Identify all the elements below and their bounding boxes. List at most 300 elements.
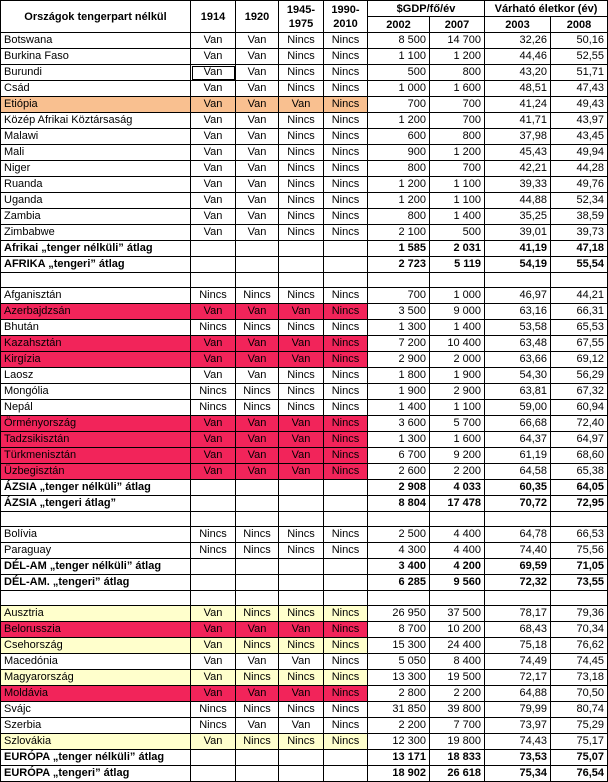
status-1990-2010-cell[interactable]: Nincs (324, 33, 368, 49)
average-label-cell[interactable]: Afrikai „tenger nélküli” átlag (1, 241, 191, 257)
empty-cell[interactable] (551, 512, 608, 527)
gdp-2007-cell[interactable]: 1 400 (430, 209, 485, 225)
empty-cell[interactable] (191, 559, 236, 575)
status-1945-1975-cell[interactable]: Nincs (279, 384, 324, 400)
gdp-2007-cell[interactable]: 700 (430, 97, 485, 113)
status-1920-cell[interactable]: Van (236, 49, 279, 65)
country-name-cell[interactable]: Burundi (1, 65, 191, 81)
gdp-2007-cell[interactable]: 1 200 (430, 145, 485, 161)
gdp-2002-cell[interactable]: 1 800 (368, 368, 430, 384)
gdp-2002-cell[interactable]: 600 (368, 129, 430, 145)
gdp-2007-cell[interactable]: 37 500 (430, 606, 485, 622)
country-name-cell[interactable]: Ausztria (1, 606, 191, 622)
country-name-cell[interactable]: Kazahsztán (1, 336, 191, 352)
empty-cell[interactable] (430, 591, 485, 606)
country-name-cell[interactable]: Azerbajdzsán (1, 304, 191, 320)
gdp-2002-cell[interactable]: 1 200 (368, 193, 430, 209)
status-1990-2010-cell[interactable]: Nincs (324, 145, 368, 161)
gdp-2007-cell[interactable]: 9 200 (430, 448, 485, 464)
avg-gdp-2002-cell[interactable]: 1 585 (368, 241, 430, 257)
country-name-cell[interactable]: Ruanda (1, 177, 191, 193)
avg-life-2003-cell[interactable]: 72,32 (485, 575, 551, 591)
average-label-cell[interactable]: ÁZSIA „tengeri átlag” (1, 496, 191, 512)
status-1920-cell[interactable]: Nincs (236, 606, 279, 622)
average-label-cell[interactable]: EURÓPA „tengeri” átlag (1, 766, 191, 782)
header-life-expectancy-group[interactable]: Várható életkor (év) (485, 1, 608, 17)
status-1914-cell[interactable]: Van (191, 145, 236, 161)
status-1914-cell[interactable]: Van (191, 49, 236, 65)
status-1990-2010-cell[interactable]: Nincs (324, 702, 368, 718)
status-1914-cell[interactable]: Van (191, 65, 236, 81)
status-1990-2010-cell[interactable]: Nincs (324, 129, 368, 145)
status-1914-cell[interactable]: Van (191, 464, 236, 480)
status-1990-2010-cell[interactable]: Nincs (324, 65, 368, 81)
status-1914-cell[interactable]: Van (191, 352, 236, 368)
life-2003-cell[interactable]: 53,58 (485, 320, 551, 336)
status-1945-1975-cell[interactable]: Van (279, 622, 324, 638)
status-1990-2010-cell[interactable]: Nincs (324, 209, 368, 225)
status-1914-cell[interactable]: Van (191, 209, 236, 225)
life-2003-cell[interactable]: 37,98 (485, 129, 551, 145)
status-1945-1975-cell[interactable]: Nincs (279, 65, 324, 81)
average-label-cell[interactable]: AFRIKA „tengeri” átlag (1, 257, 191, 273)
country-name-cell[interactable]: Moldávia (1, 686, 191, 702)
empty-cell[interactable] (191, 257, 236, 273)
status-1990-2010-cell[interactable]: Nincs (324, 304, 368, 320)
status-1920-cell[interactable]: Van (236, 161, 279, 177)
avg-life-2003-cell[interactable]: 73,53 (485, 750, 551, 766)
empty-cell[interactable] (1, 512, 191, 527)
avg-life-2008-cell[interactable]: 71,05 (551, 559, 608, 575)
empty-cell[interactable] (236, 512, 279, 527)
gdp-2007-cell[interactable]: 2 900 (430, 384, 485, 400)
avg-gdp-2007-cell[interactable]: 9 560 (430, 575, 485, 591)
status-1945-1975-cell[interactable]: Nincs (279, 161, 324, 177)
gdp-2002-cell[interactable]: 700 (368, 97, 430, 113)
life-2003-cell[interactable]: 39,01 (485, 225, 551, 241)
empty-cell[interactable] (279, 766, 324, 782)
gdp-2002-cell[interactable]: 2 900 (368, 352, 430, 368)
empty-cell[interactable] (485, 591, 551, 606)
status-1914-cell[interactable]: Van (191, 622, 236, 638)
status-1914-cell[interactable]: Van (191, 368, 236, 384)
gdp-2007-cell[interactable]: 1 400 (430, 320, 485, 336)
status-1990-2010-cell[interactable]: Nincs (324, 686, 368, 702)
empty-cell[interactable] (324, 480, 368, 496)
life-2008-cell[interactable]: 74,45 (551, 654, 608, 670)
average-label-cell[interactable]: DÉL-AM. „tengeri” átlag (1, 575, 191, 591)
gdp-2002-cell[interactable]: 1 200 (368, 113, 430, 129)
status-1920-cell[interactable]: Nincs (236, 638, 279, 654)
status-1945-1975-cell[interactable]: Nincs (279, 368, 324, 384)
life-2008-cell[interactable]: 47,43 (551, 81, 608, 97)
avg-gdp-2007-cell[interactable]: 18 833 (430, 750, 485, 766)
status-1914-cell[interactable]: Van (191, 33, 236, 49)
status-1990-2010-cell[interactable]: Nincs (324, 81, 368, 97)
gdp-2007-cell[interactable]: 1 100 (430, 400, 485, 416)
empty-cell[interactable] (279, 559, 324, 575)
status-1920-cell[interactable]: Van (236, 368, 279, 384)
status-1990-2010-cell[interactable]: Nincs (324, 113, 368, 129)
empty-cell[interactable] (191, 273, 236, 288)
life-2008-cell[interactable]: 80,74 (551, 702, 608, 718)
empty-cell[interactable] (324, 559, 368, 575)
gdp-2002-cell[interactable]: 2 800 (368, 686, 430, 702)
life-2003-cell[interactable]: 41,24 (485, 97, 551, 113)
gdp-2002-cell[interactable]: 1 300 (368, 432, 430, 448)
gdp-2007-cell[interactable]: 1 100 (430, 193, 485, 209)
gdp-2002-cell[interactable]: 800 (368, 209, 430, 225)
avg-gdp-2002-cell[interactable]: 2 908 (368, 480, 430, 496)
life-2003-cell[interactable]: 64,88 (485, 686, 551, 702)
status-1945-1975-cell[interactable]: Nincs (279, 638, 324, 654)
empty-cell[interactable] (236, 496, 279, 512)
status-1990-2010-cell[interactable]: Nincs (324, 464, 368, 480)
gdp-2002-cell[interactable]: 15 300 (368, 638, 430, 654)
avg-gdp-2002-cell[interactable]: 3 400 (368, 559, 430, 575)
life-2003-cell[interactable]: 32,26 (485, 33, 551, 49)
life-2008-cell[interactable]: 56,29 (551, 368, 608, 384)
avg-life-2003-cell[interactable]: 41,19 (485, 241, 551, 257)
life-2008-cell[interactable]: 52,34 (551, 193, 608, 209)
country-name-cell[interactable]: Örményország (1, 416, 191, 432)
status-1920-cell[interactable]: Van (236, 81, 279, 97)
life-2008-cell[interactable]: 44,21 (551, 288, 608, 304)
country-name-cell[interactable]: Tadzsikisztán (1, 432, 191, 448)
status-1945-1975-cell[interactable]: Nincs (279, 33, 324, 49)
status-1990-2010-cell[interactable]: Nincs (324, 527, 368, 543)
gdp-2007-cell[interactable]: 19 800 (430, 734, 485, 750)
status-1920-cell[interactable]: Van (236, 65, 279, 81)
status-1990-2010-cell[interactable]: Nincs (324, 734, 368, 750)
gdp-2007-cell[interactable]: 9 000 (430, 304, 485, 320)
status-1945-1975-cell[interactable]: Van (279, 432, 324, 448)
life-2008-cell[interactable]: 49,94 (551, 145, 608, 161)
life-2008-cell[interactable]: 72,40 (551, 416, 608, 432)
status-1920-cell[interactable]: Nincs (236, 384, 279, 400)
life-2003-cell[interactable]: 72,17 (485, 670, 551, 686)
gdp-2007-cell[interactable]: 10 400 (430, 336, 485, 352)
life-2003-cell[interactable]: 63,48 (485, 336, 551, 352)
country-name-cell[interactable]: Nepál (1, 400, 191, 416)
country-name-cell[interactable]: Burkina Faso (1, 49, 191, 65)
life-2003-cell[interactable]: 41,71 (485, 113, 551, 129)
life-2008-cell[interactable]: 39,73 (551, 225, 608, 241)
life-2003-cell[interactable]: 74,49 (485, 654, 551, 670)
avg-gdp-2002-cell[interactable]: 13 171 (368, 750, 430, 766)
status-1920-cell[interactable]: Nincs (236, 400, 279, 416)
gdp-2002-cell[interactable]: 900 (368, 145, 430, 161)
status-1920-cell[interactable]: Van (236, 464, 279, 480)
life-2008-cell[interactable]: 75,29 (551, 718, 608, 734)
status-1920-cell[interactable]: Nincs (236, 702, 279, 718)
gdp-2007-cell[interactable]: 1 200 (430, 49, 485, 65)
status-1945-1975-cell[interactable]: Nincs (279, 400, 324, 416)
status-1990-2010-cell[interactable]: Nincs (324, 177, 368, 193)
header-1920[interactable]: 1920 (236, 1, 279, 33)
empty-cell[interactable] (191, 480, 236, 496)
gdp-2002-cell[interactable]: 8 700 (368, 622, 430, 638)
gdp-2002-cell[interactable]: 2 600 (368, 464, 430, 480)
life-2008-cell[interactable]: 50,16 (551, 33, 608, 49)
life-2003-cell[interactable]: 43,20 (485, 65, 551, 81)
empty-cell[interactable] (430, 512, 485, 527)
status-1914-cell[interactable]: Van (191, 686, 236, 702)
country-name-cell[interactable]: Etiópia (1, 97, 191, 113)
status-1990-2010-cell[interactable]: Nincs (324, 193, 368, 209)
status-1920-cell[interactable]: Nincs (236, 527, 279, 543)
country-name-cell[interactable]: Afganisztán (1, 288, 191, 304)
life-2003-cell[interactable]: 79,99 (485, 702, 551, 718)
empty-cell[interactable] (324, 496, 368, 512)
life-2003-cell[interactable]: 66,68 (485, 416, 551, 432)
status-1990-2010-cell[interactable]: Nincs (324, 97, 368, 113)
status-1920-cell[interactable]: Nincs (236, 734, 279, 750)
life-2008-cell[interactable]: 73,18 (551, 670, 608, 686)
empty-cell[interactable] (279, 496, 324, 512)
header-life-2008[interactable]: 2008 (551, 17, 608, 33)
status-1945-1975-cell[interactable]: Nincs (279, 734, 324, 750)
life-2003-cell[interactable]: 35,25 (485, 209, 551, 225)
country-name-cell[interactable]: Bolívia (1, 527, 191, 543)
gdp-2007-cell[interactable]: 800 (430, 129, 485, 145)
avg-life-2003-cell[interactable]: 54,19 (485, 257, 551, 273)
empty-cell[interactable] (236, 257, 279, 273)
life-2003-cell[interactable]: 45,43 (485, 145, 551, 161)
status-1914-cell[interactable]: Van (191, 304, 236, 320)
gdp-2007-cell[interactable]: 7 700 (430, 718, 485, 734)
status-1945-1975-cell[interactable]: Nincs (279, 606, 324, 622)
header-gdp-2002[interactable]: 2002 (368, 17, 430, 33)
gdp-2002-cell[interactable]: 7 200 (368, 336, 430, 352)
country-name-cell[interactable]: Mali (1, 145, 191, 161)
country-name-cell[interactable]: Magyarország (1, 670, 191, 686)
status-1945-1975-cell[interactable]: Nincs (279, 193, 324, 209)
status-1914-cell[interactable]: Nincs (191, 320, 236, 336)
status-1990-2010-cell[interactable]: Nincs (324, 400, 368, 416)
gdp-2002-cell[interactable]: 1 000 (368, 81, 430, 97)
status-1945-1975-cell[interactable]: Van (279, 352, 324, 368)
empty-cell[interactable] (368, 591, 430, 606)
status-1945-1975-cell[interactable]: Van (279, 97, 324, 113)
country-name-cell[interactable]: Szlovákia (1, 734, 191, 750)
status-1990-2010-cell[interactable]: Nincs (324, 336, 368, 352)
gdp-2002-cell[interactable]: 5 050 (368, 654, 430, 670)
status-1914-cell[interactable]: Van (191, 448, 236, 464)
life-2003-cell[interactable]: 59,00 (485, 400, 551, 416)
status-1920-cell[interactable]: Nincs (236, 543, 279, 559)
gdp-2007-cell[interactable]: 4 400 (430, 527, 485, 543)
status-1920-cell[interactable]: Van (236, 33, 279, 49)
status-1990-2010-cell[interactable]: Nincs (324, 622, 368, 638)
life-2003-cell[interactable]: 42,21 (485, 161, 551, 177)
empty-cell[interactable] (1, 591, 191, 606)
empty-cell[interactable] (279, 575, 324, 591)
life-2008-cell[interactable]: 66,31 (551, 304, 608, 320)
empty-cell[interactable] (191, 591, 236, 606)
status-1920-cell[interactable]: Van (236, 304, 279, 320)
status-1990-2010-cell[interactable]: Nincs (324, 606, 368, 622)
gdp-2002-cell[interactable]: 1 100 (368, 49, 430, 65)
empty-cell[interactable] (279, 257, 324, 273)
status-1920-cell[interactable]: Van (236, 686, 279, 702)
status-1990-2010-cell[interactable]: Nincs (324, 49, 368, 65)
status-1990-2010-cell[interactable]: Nincs (324, 352, 368, 368)
status-1914-cell[interactable]: Nincs (191, 543, 236, 559)
life-2008-cell[interactable]: 65,38 (551, 464, 608, 480)
empty-cell[interactable] (279, 480, 324, 496)
life-2008-cell[interactable]: 52,55 (551, 49, 608, 65)
gdp-2007-cell[interactable]: 500 (430, 225, 485, 241)
gdp-2002-cell[interactable]: 4 300 (368, 543, 430, 559)
life-2008-cell[interactable]: 70,50 (551, 686, 608, 702)
gdp-2002-cell[interactable]: 12 300 (368, 734, 430, 750)
gdp-2002-cell[interactable]: 800 (368, 161, 430, 177)
status-1920-cell[interactable]: Nincs (236, 670, 279, 686)
avg-life-2003-cell[interactable]: 70,72 (485, 496, 551, 512)
avg-life-2003-cell[interactable]: 60,35 (485, 480, 551, 496)
empty-cell[interactable] (324, 591, 368, 606)
gdp-2007-cell[interactable]: 14 700 (430, 33, 485, 49)
status-1914-cell[interactable]: Van (191, 336, 236, 352)
status-1920-cell[interactable]: Van (236, 113, 279, 129)
life-2008-cell[interactable]: 38,59 (551, 209, 608, 225)
header-1914[interactable]: 1914 (191, 1, 236, 33)
status-1990-2010-cell[interactable]: Nincs (324, 448, 368, 464)
header-country[interactable]: Országok tengerpart nélkül (1, 1, 191, 33)
status-1990-2010-cell[interactable]: Nincs (324, 225, 368, 241)
status-1990-2010-cell[interactable]: Nincs (324, 670, 368, 686)
status-1914-cell[interactable]: Van (191, 432, 236, 448)
gdp-2002-cell[interactable]: 1 300 (368, 320, 430, 336)
avg-gdp-2002-cell[interactable]: 8 804 (368, 496, 430, 512)
country-name-cell[interactable]: Botswana (1, 33, 191, 49)
gdp-2002-cell[interactable]: 26 950 (368, 606, 430, 622)
gdp-2002-cell[interactable]: 31 850 (368, 702, 430, 718)
avg-gdp-2007-cell[interactable]: 4 033 (430, 480, 485, 496)
status-1945-1975-cell[interactable]: Nincs (279, 225, 324, 241)
empty-cell[interactable] (236, 750, 279, 766)
status-1914-cell[interactable]: Nincs (191, 718, 236, 734)
gdp-2007-cell[interactable]: 1 900 (430, 368, 485, 384)
gdp-2002-cell[interactable]: 700 (368, 288, 430, 304)
gdp-2007-cell[interactable]: 5 700 (430, 416, 485, 432)
empty-cell[interactable] (324, 575, 368, 591)
life-2008-cell[interactable]: 49,76 (551, 177, 608, 193)
life-2003-cell[interactable]: 48,51 (485, 81, 551, 97)
life-2008-cell[interactable]: 67,32 (551, 384, 608, 400)
life-2008-cell[interactable]: 66,53 (551, 527, 608, 543)
life-2003-cell[interactable]: 63,81 (485, 384, 551, 400)
country-name-cell[interactable]: Macedónia (1, 654, 191, 670)
life-2008-cell[interactable]: 75,56 (551, 543, 608, 559)
status-1945-1975-cell[interactable]: Nincs (279, 527, 324, 543)
status-1920-cell[interactable]: Van (236, 718, 279, 734)
country-name-cell[interactable]: Laosz (1, 368, 191, 384)
status-1920-cell[interactable]: Van (236, 225, 279, 241)
status-1945-1975-cell[interactable]: Nincs (279, 320, 324, 336)
gdp-2007-cell[interactable]: 1 600 (430, 81, 485, 97)
country-name-cell[interactable]: Uganda (1, 193, 191, 209)
status-1990-2010-cell[interactable]: Nincs (324, 718, 368, 734)
country-name-cell[interactable]: Malawi (1, 129, 191, 145)
avg-life-2008-cell[interactable]: 47,18 (551, 241, 608, 257)
gdp-2007-cell[interactable]: 800 (430, 65, 485, 81)
status-1920-cell[interactable]: Van (236, 448, 279, 464)
status-1914-cell[interactable]: Van (191, 161, 236, 177)
header-1990-2010[interactable] (324, 1, 368, 33)
country-name-cell[interactable]: Türkmenisztán (1, 448, 191, 464)
status-1920-cell[interactable]: Van (236, 336, 279, 352)
country-name-cell[interactable]: Zambia (1, 209, 191, 225)
status-1945-1975-cell[interactable]: Van (279, 464, 324, 480)
average-label-cell[interactable]: DÉL-AM „tenger nélküli” átlag (1, 559, 191, 575)
life-2003-cell[interactable]: 54,30 (485, 368, 551, 384)
life-2003-cell[interactable]: 44,88 (485, 193, 551, 209)
empty-cell[interactable] (279, 750, 324, 766)
gdp-2007-cell[interactable]: 2 200 (430, 686, 485, 702)
status-1945-1975-cell[interactable]: Nincs (279, 209, 324, 225)
avg-gdp-2007-cell[interactable]: 4 200 (430, 559, 485, 575)
life-2008-cell[interactable]: 67,55 (551, 336, 608, 352)
status-1990-2010-cell[interactable]: Nincs (324, 384, 368, 400)
status-1920-cell[interactable]: Van (236, 432, 279, 448)
empty-cell[interactable] (191, 750, 236, 766)
empty-cell[interactable] (236, 766, 279, 782)
gdp-2007-cell[interactable]: 8 400 (430, 654, 485, 670)
avg-life-2008-cell[interactable]: 76,54 (551, 766, 608, 782)
gdp-2007-cell[interactable]: 19 500 (430, 670, 485, 686)
gdp-2002-cell[interactable]: 1 900 (368, 384, 430, 400)
gdp-2007-cell[interactable]: 700 (430, 161, 485, 177)
status-1920-cell[interactable]: Van (236, 622, 279, 638)
status-1914-cell[interactable]: Van (191, 654, 236, 670)
life-2008-cell[interactable]: 68,60 (551, 448, 608, 464)
status-1914-cell[interactable]: Van (191, 113, 236, 129)
empty-cell[interactable] (236, 273, 279, 288)
empty-cell[interactable] (191, 496, 236, 512)
country-name-cell[interactable]: Belorusszia (1, 622, 191, 638)
life-2008-cell[interactable]: 44,28 (551, 161, 608, 177)
country-name-cell[interactable]: Zimbabwe (1, 225, 191, 241)
avg-life-2003-cell[interactable]: 69,59 (485, 559, 551, 575)
status-1945-1975-cell[interactable]: Van (279, 718, 324, 734)
gdp-2002-cell[interactable]: 3 500 (368, 304, 430, 320)
life-2003-cell[interactable]: 63,66 (485, 352, 551, 368)
empty-cell[interactable] (324, 273, 368, 288)
status-1920-cell[interactable]: Van (236, 209, 279, 225)
life-2008-cell[interactable]: 49,43 (551, 97, 608, 113)
status-1945-1975-cell[interactable]: Nincs (279, 145, 324, 161)
status-1914-cell[interactable]: Van (191, 177, 236, 193)
avg-gdp-2007-cell[interactable]: 2 031 (430, 241, 485, 257)
gdp-2007-cell[interactable]: 24 400 (430, 638, 485, 654)
status-1914-cell[interactable]: Van (191, 129, 236, 145)
gdp-2007-cell[interactable]: 2 000 (430, 352, 485, 368)
status-1945-1975-cell[interactable]: Nincs (279, 702, 324, 718)
avg-gdp-2002-cell[interactable]: 2 723 (368, 257, 430, 273)
country-name-cell[interactable]: Paraguay (1, 543, 191, 559)
country-name-cell[interactable]: Bhután (1, 320, 191, 336)
life-2008-cell[interactable]: 64,97 (551, 432, 608, 448)
status-1914-cell[interactable]: Nincs (191, 400, 236, 416)
life-2008-cell[interactable]: 75,17 (551, 734, 608, 750)
life-2003-cell[interactable]: 39,33 (485, 177, 551, 193)
status-1914-cell[interactable]: Van (191, 416, 236, 432)
life-2003-cell[interactable]: 64,37 (485, 432, 551, 448)
status-1945-1975-cell[interactable]: Van (279, 686, 324, 702)
status-1945-1975-cell[interactable]: Nincs (279, 49, 324, 65)
